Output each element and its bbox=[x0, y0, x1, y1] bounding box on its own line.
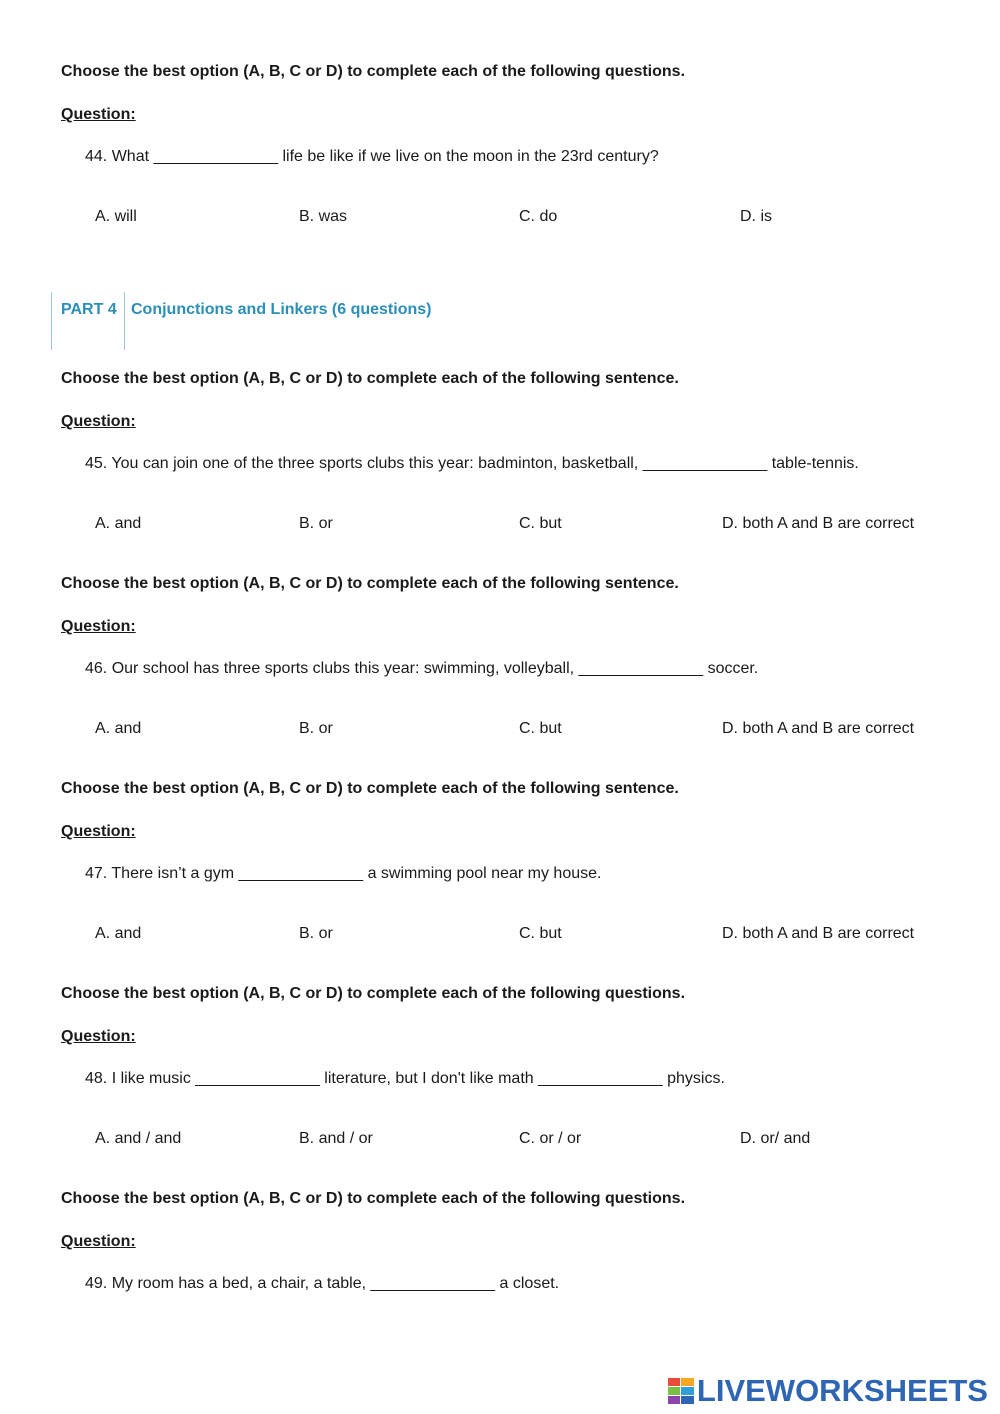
option-a[interactable]: A. and bbox=[95, 720, 142, 737]
question-label: Question: bbox=[61, 1233, 136, 1250]
option-a[interactable]: A. and / and bbox=[95, 1130, 182, 1147]
logo-mark-icon bbox=[668, 1378, 694, 1404]
liveworksheets-logo bbox=[668, 1374, 988, 1408]
question-48-text: 48. I like music ______________ literature, but I don't like math ______________ physics. bbox=[85, 1070, 725, 1087]
option-d[interactable]: D. both A and B are correct bbox=[722, 720, 915, 737]
question-44-text: 44. What ______________ life be like if we live on the moon in the 23rd century? bbox=[85, 148, 659, 165]
question-label: Question: bbox=[61, 1028, 136, 1045]
part-number: PART 4 bbox=[61, 301, 117, 318]
instruction: Choose the best option (A, B, C or D) to complete each of the following sentence. bbox=[61, 575, 679, 592]
question-45-text: 45. You can join one of the three sports clubs this year: badminton, basketball, ______________ table-tennis. bbox=[85, 455, 859, 472]
question-label: Question: bbox=[61, 413, 136, 430]
option-a[interactable]: A. will bbox=[95, 208, 137, 225]
part-title: Conjunctions and Linkers (6 questions) bbox=[131, 301, 432, 318]
option-d[interactable]: D. or/ and bbox=[740, 1130, 811, 1147]
logo-text: LIVEWORKSHEETS bbox=[696, 1373, 988, 1408]
question-49-text: 49. My room has a bed, a chair, a table, ______________ a closet. bbox=[85, 1275, 560, 1292]
instruction: Choose the best option (A, B, C or D) to complete each of the following questions. bbox=[61, 63, 686, 80]
instruction: Choose the best option (A, B, C or D) to complete each of the following sentence. bbox=[61, 780, 679, 797]
instruction: Choose the best option (A, B, C or D) to complete each of the following questions. bbox=[61, 985, 686, 1002]
option-d[interactable]: D. both A and B are correct bbox=[722, 515, 915, 532]
option-b[interactable]: B. or bbox=[299, 720, 333, 737]
option-d[interactable]: D. both A and B are correct bbox=[722, 925, 915, 942]
option-a[interactable]: A. and bbox=[95, 515, 142, 532]
option-b[interactable]: B. was bbox=[299, 208, 348, 225]
option-c[interactable]: C. or / or bbox=[519, 1130, 582, 1147]
question-label: Question: bbox=[61, 106, 136, 123]
option-b[interactable]: B. and / or bbox=[299, 1130, 373, 1147]
option-c[interactable]: C. do bbox=[519, 208, 558, 225]
option-b[interactable]: B. or bbox=[299, 515, 333, 532]
question-46-text: 46. Our school has three sports clubs this year: swimming, volleyball, ______________ soccer. bbox=[85, 660, 759, 677]
instruction: Choose the best option (A, B, C or D) to complete each of the following sentence. bbox=[61, 370, 679, 387]
question-47-text: 47. There isn’t a gym ______________ a swimming pool near my house. bbox=[85, 865, 602, 882]
option-d[interactable]: D. is bbox=[740, 208, 772, 225]
option-c[interactable]: C. but bbox=[519, 515, 562, 532]
option-c[interactable]: C. but bbox=[519, 720, 562, 737]
question-label: Question: bbox=[61, 823, 136, 840]
question-label: Question: bbox=[61, 618, 136, 635]
option-c[interactable]: C. but bbox=[519, 925, 562, 942]
option-b[interactable]: B. or bbox=[299, 925, 333, 942]
instruction: Choose the best option (A, B, C or D) to complete each of the following questions. bbox=[61, 1190, 686, 1207]
option-a[interactable]: A. and bbox=[95, 925, 142, 942]
